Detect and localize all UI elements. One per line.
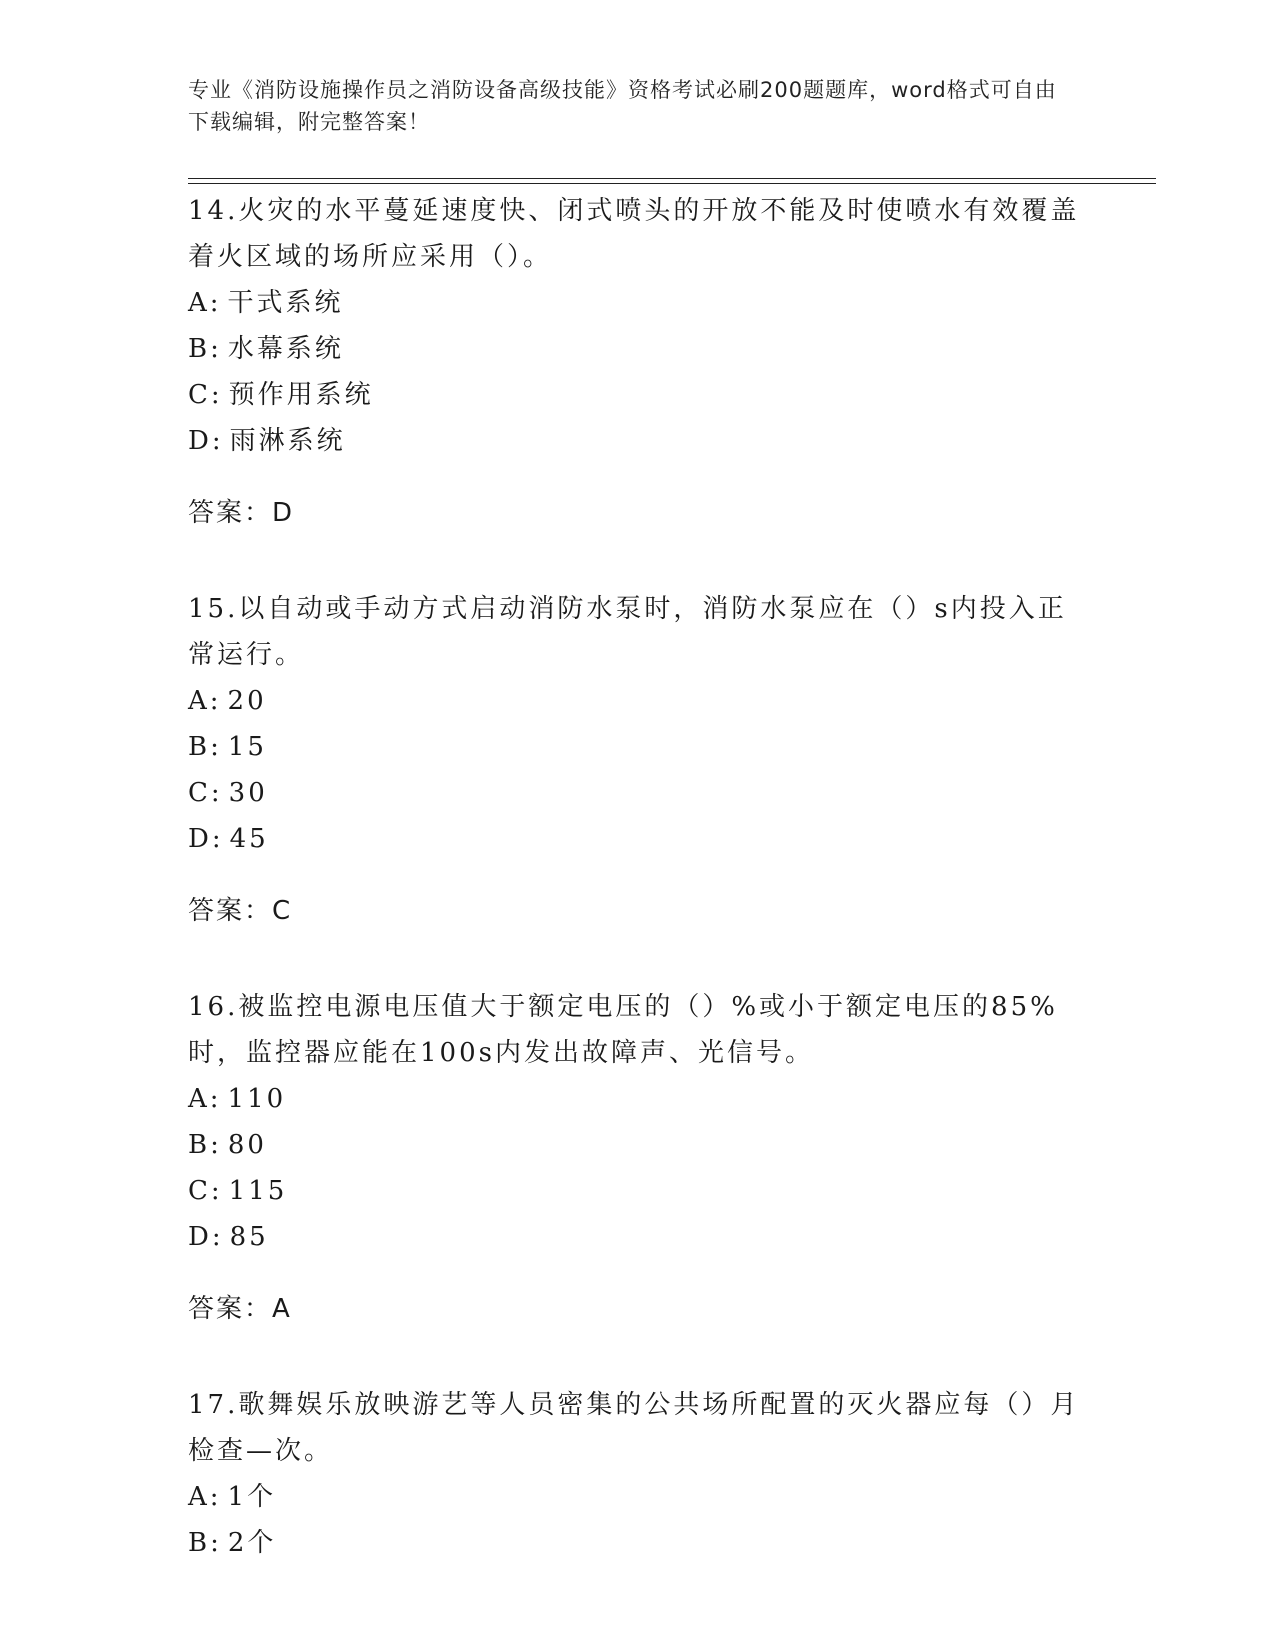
option-b: B: 15	[188, 724, 1088, 770]
question-text: 17.歌舞娱乐放映游艺等人员密集的公共场所配置的灭火器应每（）月检查—次。	[188, 1390, 1080, 1466]
option-c: C: 115	[188, 1168, 1088, 1214]
option-text: 1个	[227, 1482, 277, 1512]
option-letter: C	[188, 1176, 211, 1206]
document-header: 专业《消防设施操作员之消防设备高级技能》资格考试必刷200题题库，word格式可自由下载编辑，附完整答案！	[188, 78, 1057, 134]
question-item	[188, 984, 1088, 1332]
answer-text: 答案：D	[188, 498, 295, 528]
question-text: 16.被监控电源电压值大于额定电压的（）%或小于额定电压的85%时，监控器应能在100s内发出故障声、光信号。	[188, 992, 1058, 1068]
option-d: D: 雨淋系统	[188, 418, 1088, 464]
option-a: A: 20	[188, 678, 1088, 724]
option-letter: D	[188, 824, 212, 854]
option-b: B: 2个	[188, 1520, 1088, 1566]
option-letter: D	[188, 1222, 212, 1252]
option-text: 80	[227, 1130, 267, 1160]
question-item	[188, 586, 1088, 934]
option-text: 110	[227, 1084, 287, 1114]
option-text: 85	[229, 1222, 269, 1252]
option-text: 15	[227, 732, 267, 762]
question-item	[188, 188, 1088, 536]
answer-text: 答案：A	[188, 1294, 292, 1324]
option-letter: A	[188, 1482, 210, 1512]
option-letter: A	[188, 1084, 210, 1114]
option-text: 20	[227, 686, 267, 716]
option-letter: B	[188, 334, 211, 364]
option-text: 30	[228, 778, 268, 808]
question-item	[188, 1382, 1088, 1566]
option-letter: B	[188, 1528, 211, 1558]
option-letter: D	[188, 426, 212, 456]
option-text: 预作用系统	[228, 380, 374, 410]
option-d: D: 85	[188, 1214, 1088, 1260]
option-text: 2个	[227, 1528, 277, 1558]
header-rule-top	[188, 178, 1156, 179]
option-letter: B	[188, 732, 211, 762]
question-text: 15.以自动或手动方式启动消防水泵时，消防水泵应在（）s内投入正常运行。	[188, 594, 1067, 670]
option-c: C: 预作用系统	[188, 372, 1088, 418]
option-b: B: 80	[188, 1122, 1088, 1168]
option-letter: A	[188, 686, 210, 716]
option-text: 雨淋系统	[229, 426, 346, 456]
option-c: C: 30	[188, 770, 1088, 816]
option-letter: C	[188, 778, 211, 808]
question-list	[188, 188, 1088, 1616]
option-a: A: 干式系统	[188, 280, 1088, 326]
option-b: B: 水幕系统	[188, 326, 1088, 372]
question-text: 14.火灾的水平蔓延速度快、闭式喷头的开放不能及时使喷水有效覆盖着火区域的场所应采用（）。	[188, 196, 1080, 272]
option-text: 干式系统	[227, 288, 344, 318]
option-letter: C	[188, 380, 211, 410]
option-a: A: 110	[188, 1076, 1088, 1122]
option-d: D: 45	[188, 816, 1088, 862]
answer-text: 答案：C	[188, 896, 293, 926]
option-letter: B	[188, 1130, 211, 1160]
option-a: A: 1个	[188, 1474, 1088, 1520]
option-text: 水幕系统	[227, 334, 344, 364]
header-rule-bottom	[188, 183, 1156, 184]
option-text: 45	[229, 824, 269, 854]
option-letter: A	[188, 288, 210, 318]
option-text: 115	[228, 1176, 288, 1206]
